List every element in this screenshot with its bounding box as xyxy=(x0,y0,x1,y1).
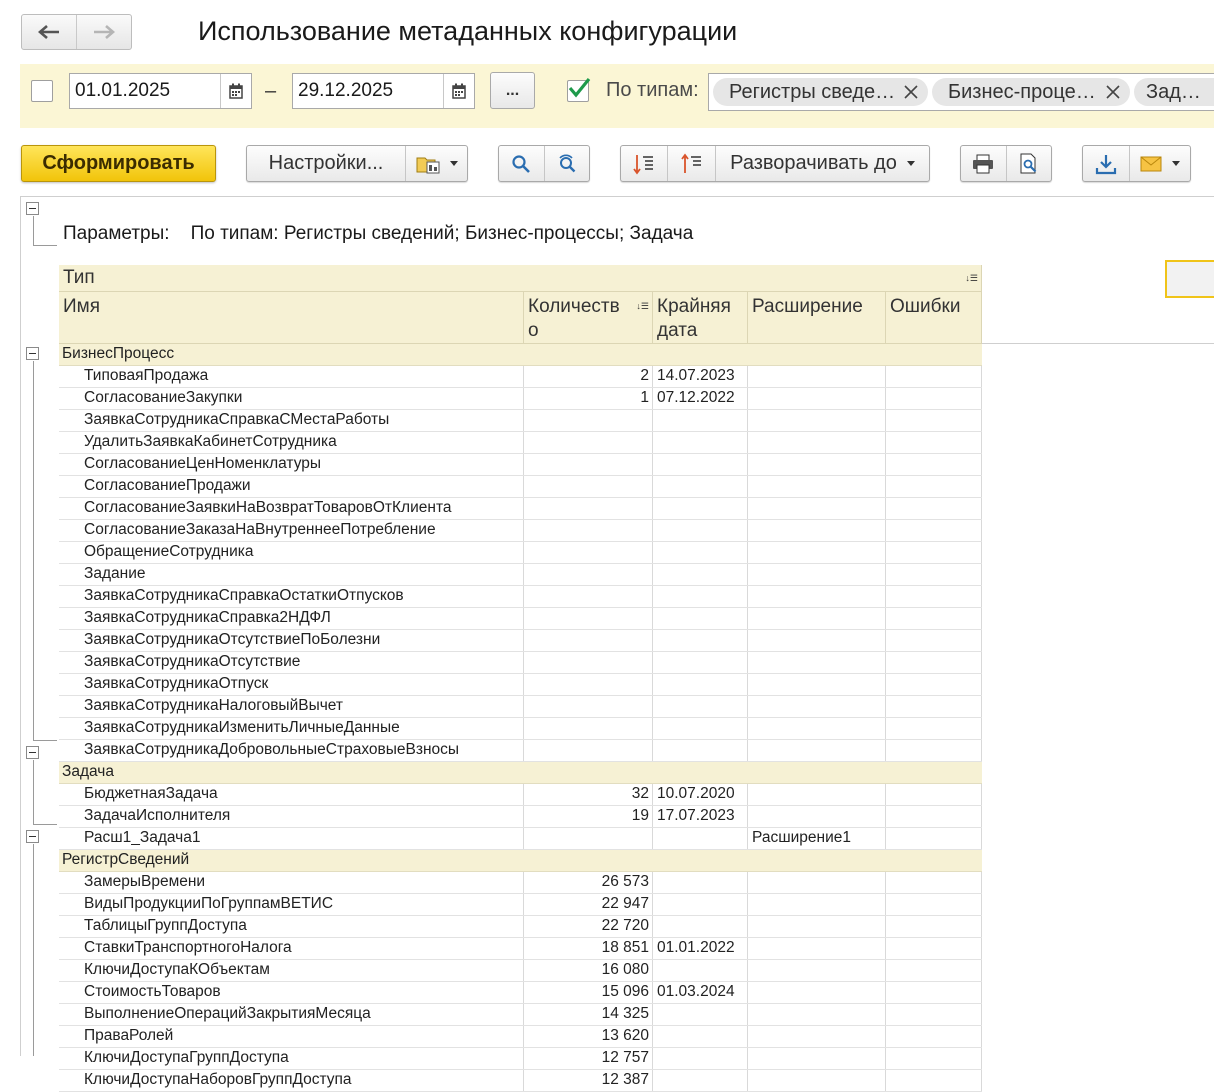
cell-last-date: 01.01.2022 xyxy=(653,938,748,959)
cell-count xyxy=(524,410,653,431)
cell-extension xyxy=(748,652,886,673)
cell-errors xyxy=(886,498,982,519)
cell-errors xyxy=(886,564,982,585)
cell-errors xyxy=(886,960,982,981)
print-preview-button[interactable] xyxy=(1006,146,1052,181)
cell-last-date xyxy=(653,608,748,629)
cell-errors xyxy=(886,784,982,805)
settings-button[interactable]: Настройки... xyxy=(268,152,384,174)
cell-last-date xyxy=(653,476,748,497)
cell-extension xyxy=(748,432,886,453)
cell-errors xyxy=(886,916,982,937)
cell-name: СогласованиеЗаказаНаВнутреннееПотребление xyxy=(59,520,524,541)
cell-extension xyxy=(748,388,886,409)
cell-name: СогласованиеПродажи xyxy=(59,476,524,497)
cell-name: УдалитьЗаявкаКабинетСотрудника xyxy=(59,432,524,453)
cell-extension xyxy=(748,740,886,761)
cell-count: 1 xyxy=(524,388,653,409)
cell-name: ЗаявкаСотрудникаИзменитьЛичныеДанные xyxy=(59,718,524,739)
cell-extension xyxy=(748,916,886,937)
cell-name: ТаблицыГруппДоступа xyxy=(59,916,524,937)
table-row[interactable] xyxy=(59,432,982,454)
cell-count xyxy=(524,718,653,739)
cell-extension xyxy=(748,1026,886,1047)
cell-last-date xyxy=(653,1004,748,1025)
column-header-name[interactable]: Имя xyxy=(59,292,524,344)
collapse-params-button[interactable] xyxy=(26,202,39,215)
checkmark-icon xyxy=(567,77,591,99)
table-row[interactable] xyxy=(59,410,982,432)
cell-last-date: 14.07.2023 xyxy=(653,366,748,387)
cell-extension xyxy=(748,630,886,651)
cell-name: КлючиДоступаКОбъектам xyxy=(59,960,524,981)
cell-extension xyxy=(748,1004,886,1025)
arrow-left-icon xyxy=(37,24,61,40)
expand-button-group xyxy=(620,145,930,182)
cell-name: ВыполнениеОперацийЗакрытияМесяца xyxy=(59,1004,524,1025)
collapse-group-button[interactable] xyxy=(26,347,39,360)
cell-count: 2 xyxy=(524,366,653,387)
cell-count: 12 757 xyxy=(524,1048,653,1069)
table-row[interactable] xyxy=(59,454,982,476)
search-button[interactable] xyxy=(499,146,544,181)
cell-name: ЗаявкаСотрудникаНалоговыйВычет xyxy=(59,696,524,717)
generate-button[interactable]: Сформировать xyxy=(21,145,216,182)
export-button-group xyxy=(1082,145,1191,182)
cell-last-date: 10.07.2020 xyxy=(653,784,748,805)
params-value: По типам: Регистры сведений; Бизнес-процессы; Задача xyxy=(190,223,694,244)
cell-count: 22 720 xyxy=(524,916,653,937)
cell-extension xyxy=(748,366,886,387)
envelope-icon xyxy=(1140,156,1162,172)
print-button[interactable] xyxy=(961,146,1006,181)
group-name: РегистрСведений xyxy=(62,851,190,868)
search-button-group xyxy=(498,145,590,182)
date-from-field[interactable] xyxy=(69,73,252,109)
cell-count: 16 080 xyxy=(524,960,653,981)
table-row[interactable] xyxy=(59,586,982,608)
table-row[interactable] xyxy=(59,982,982,1004)
column-header-last-date[interactable]: Крайняя дата xyxy=(653,292,748,344)
cell-errors xyxy=(886,872,982,893)
search-next-icon xyxy=(556,154,578,174)
cell-name: СогласованиеЗакупки xyxy=(59,388,524,409)
cell-extension xyxy=(748,454,886,475)
group-row[interactable] xyxy=(59,344,982,366)
table-row[interactable] xyxy=(59,498,982,520)
search-next-button[interactable] xyxy=(544,146,590,181)
remove-tag-icon[interactable] xyxy=(1104,82,1122,102)
table-row[interactable] xyxy=(59,630,982,652)
cell-last-date xyxy=(653,916,748,937)
sort-desc-icon: ↓☰ xyxy=(636,301,649,311)
cell-count: 13 620 xyxy=(524,1026,653,1047)
types-tag-field[interactable] xyxy=(708,73,1214,111)
outline-line xyxy=(33,216,34,246)
cell-errors xyxy=(886,1004,982,1025)
cell-last-date xyxy=(653,674,748,695)
cell-extension xyxy=(748,542,886,563)
group-row[interactable] xyxy=(59,762,982,784)
save-button[interactable] xyxy=(1083,146,1129,181)
calendar-icon xyxy=(229,83,243,99)
cell-count xyxy=(524,696,653,717)
report-parameters xyxy=(63,223,693,245)
print-button-group xyxy=(960,145,1052,182)
column-header-errors[interactable]: Ошибки xyxy=(886,292,982,344)
cell-count xyxy=(524,740,653,761)
cell-errors xyxy=(886,476,982,497)
outline-line xyxy=(33,245,57,246)
cell-count: 22 947 xyxy=(524,894,653,915)
cell-last-date xyxy=(653,498,748,519)
settings-button-group xyxy=(246,145,468,182)
send-email-button[interactable] xyxy=(1129,146,1190,181)
cell-name: ЗадачаИсполнителя xyxy=(59,806,524,827)
collapse-group-button[interactable] xyxy=(26,746,39,759)
cell-last-date xyxy=(653,542,748,563)
cell-errors xyxy=(886,982,982,1003)
cell-errors xyxy=(886,366,982,387)
cell-count xyxy=(524,828,653,849)
table-row[interactable] xyxy=(59,388,982,410)
cell-extension xyxy=(748,674,886,695)
by-types-label: По типам: xyxy=(606,79,699,101)
table-row[interactable] xyxy=(59,1026,982,1048)
cell-name: ЗаявкаСотрудникаОтсутствие xyxy=(59,652,524,673)
cell-count xyxy=(524,498,653,519)
cell-name: СогласованиеЦенНоменклатуры xyxy=(59,454,524,475)
cell-name: ЗаявкаСотрудникаДобровольныеСтраховыеВзносы xyxy=(59,740,524,761)
cell-last-date xyxy=(653,432,748,453)
cell-name: БюджетнаяЗадача xyxy=(59,784,524,805)
table-row[interactable] xyxy=(59,366,982,388)
cell-last-date xyxy=(653,718,748,739)
outline-line xyxy=(33,844,34,1056)
variants-button[interactable] xyxy=(405,146,467,181)
cell-errors xyxy=(886,454,982,475)
cell-count xyxy=(524,542,653,563)
cell-last-date xyxy=(653,1048,748,1069)
cell-errors xyxy=(886,806,982,827)
navigation-buttons xyxy=(21,14,132,50)
cell-count: 12 387 xyxy=(524,1070,653,1091)
cell-name: ЗаявкаСотрудникаОтсутствиеПоБолезни xyxy=(59,630,524,651)
group-name: Задача xyxy=(62,763,115,780)
cell-extension xyxy=(748,410,886,431)
cell-errors xyxy=(886,586,982,607)
cell-name: ПраваРолей xyxy=(59,1026,524,1047)
cell-last-date xyxy=(653,828,748,849)
cell-errors xyxy=(886,1070,982,1091)
cell-errors xyxy=(886,608,982,629)
cell-last-date xyxy=(653,410,748,431)
table-row[interactable] xyxy=(59,476,982,498)
tag-item[interactable]: Регистры сведе… xyxy=(713,78,928,106)
cell-count xyxy=(524,454,653,475)
table-row[interactable] xyxy=(59,1004,982,1026)
collapse-group-button[interactable] xyxy=(26,830,39,843)
tag-item[interactable]: Бизнес-проце… xyxy=(932,78,1130,106)
date-to-value: 29.12.2025 xyxy=(298,80,394,101)
table-row[interactable] xyxy=(59,674,982,696)
cell-count: 18 851 xyxy=(524,938,653,959)
cell-count: 26 573 xyxy=(524,872,653,893)
print-preview-icon xyxy=(1019,153,1039,175)
cell-count: 32 xyxy=(524,784,653,805)
collapse-all-button[interactable] xyxy=(667,146,715,181)
tag-item[interactable]: Зад… xyxy=(1134,78,1214,106)
group-row[interactable] xyxy=(59,850,982,872)
cell-count xyxy=(524,476,653,497)
cell-last-date xyxy=(653,960,748,981)
cell-last-date: 01.03.2024 xyxy=(653,982,748,1003)
cell-last-date xyxy=(653,652,748,673)
cell-extension xyxy=(748,608,886,629)
cell-errors xyxy=(886,432,982,453)
table-row[interactable] xyxy=(59,696,982,718)
cell-errors xyxy=(886,696,982,717)
cell-errors xyxy=(886,740,982,761)
cell-last-date: 17.07.2023 xyxy=(653,806,748,827)
cell-name: ЗаявкаСотрудникаСправкаОстаткиОтпусков xyxy=(59,586,524,607)
table-row[interactable] xyxy=(59,608,982,630)
date-to-field[interactable] xyxy=(292,73,475,109)
params-label: Параметры: xyxy=(63,223,170,244)
cell-last-date xyxy=(653,520,748,541)
cell-last-date xyxy=(653,1070,748,1091)
cell-errors xyxy=(886,718,982,739)
download-icon xyxy=(1095,153,1117,175)
cell-name: ВидыПродукцииПоГруппамВЕТИС xyxy=(59,894,524,915)
cell-name: Задание xyxy=(59,564,524,585)
cell-extension xyxy=(748,894,886,915)
arrow-right-icon xyxy=(92,24,116,40)
table-row[interactable] xyxy=(59,828,982,850)
cell-count xyxy=(524,432,653,453)
column-header-count[interactable]: Количеств о ↓☰ xyxy=(524,292,653,344)
cell-errors xyxy=(886,674,982,695)
table-row[interactable] xyxy=(59,564,982,586)
cell-name: СтоимостьТоваров xyxy=(59,982,524,1003)
cell-extension xyxy=(748,696,886,717)
table-row[interactable] xyxy=(59,652,982,674)
outline-line xyxy=(33,824,57,825)
cell-extension xyxy=(748,586,886,607)
chevron-down-icon xyxy=(907,161,915,166)
table-row[interactable] xyxy=(59,938,982,960)
cell-extension xyxy=(748,476,886,497)
cell-count: 19 xyxy=(524,806,653,827)
outline-line xyxy=(33,740,57,741)
cell-last-date xyxy=(653,894,748,915)
cell-extension xyxy=(748,872,886,893)
cell-last-date xyxy=(653,696,748,717)
cell-count xyxy=(524,674,653,695)
collapse-all-icon xyxy=(681,153,703,175)
cell-last-date xyxy=(653,740,748,761)
table-row[interactable] xyxy=(59,1070,982,1092)
cell-name: Расш1_Задача1 xyxy=(59,828,524,849)
expand-all-button[interactable] xyxy=(621,146,667,181)
cell-last-date xyxy=(653,564,748,585)
cell-extension xyxy=(748,498,886,519)
cell-count: 14 325 xyxy=(524,1004,653,1025)
cell-last-date xyxy=(653,586,748,607)
cell-count xyxy=(524,520,653,541)
table-row[interactable] xyxy=(59,740,982,762)
cell-errors xyxy=(886,828,982,849)
cell-last-date xyxy=(653,872,748,893)
cell-errors xyxy=(886,630,982,651)
table-row[interactable] xyxy=(59,894,982,916)
printer-icon xyxy=(972,154,994,174)
cell-name: ЗамерыВремени xyxy=(59,872,524,893)
table-row[interactable] xyxy=(59,520,982,542)
cell-count: 15 096 xyxy=(524,982,653,1003)
table-row[interactable] xyxy=(59,806,982,828)
table-row[interactable] xyxy=(59,718,982,740)
cell-errors xyxy=(886,938,982,959)
cell-count xyxy=(524,630,653,651)
cell-name: ЗаявкаСотрудникаСправка2НДФЛ xyxy=(59,608,524,629)
cell-last-date xyxy=(653,454,748,475)
side-panel-toggle[interactable] xyxy=(1165,260,1214,298)
cell-errors xyxy=(886,1026,982,1047)
cell-count xyxy=(524,608,653,629)
folder-variants-icon xyxy=(416,153,442,175)
header-divider xyxy=(982,343,1214,344)
search-icon xyxy=(511,154,531,174)
column-header-extension[interactable]: Расширение xyxy=(748,292,886,344)
sort-icon: ↓☰ xyxy=(965,273,978,283)
cell-extension: Расширение1 xyxy=(748,828,886,849)
back-button[interactable] xyxy=(22,15,76,49)
cell-errors xyxy=(886,410,982,431)
table-row[interactable] xyxy=(59,784,982,806)
cell-errors xyxy=(886,1048,982,1069)
date-from-value: 01.01.2025 xyxy=(75,80,171,101)
group-name: БизнесПроцесс xyxy=(62,345,175,362)
cell-errors xyxy=(886,894,982,915)
calendar-icon xyxy=(452,83,466,99)
cell-extension xyxy=(748,784,886,805)
cell-last-date xyxy=(653,630,748,651)
cell-extension xyxy=(748,564,886,585)
cell-count xyxy=(524,586,653,607)
cell-errors xyxy=(886,520,982,541)
cell-name: ЗаявкаСотрудникаСправкаСМестаРаботы xyxy=(59,410,524,431)
chevron-down-icon xyxy=(450,161,458,166)
select-period-button[interactable]: ... xyxy=(490,72,535,109)
cell-name: КлючиДоступаНаборовГруппДоступа xyxy=(59,1070,524,1091)
table-row[interactable] xyxy=(59,960,982,982)
cell-count xyxy=(524,652,653,673)
cell-extension xyxy=(748,806,886,827)
expand-all-icon xyxy=(633,153,655,175)
cell-extension xyxy=(748,960,886,981)
table-row[interactable] xyxy=(59,916,982,938)
page-title: Использование метаданных конфигурации xyxy=(198,16,738,46)
date-separator: – xyxy=(265,80,277,102)
outline-line xyxy=(33,760,34,825)
chevron-down-icon xyxy=(1172,161,1180,166)
table-row[interactable] xyxy=(59,872,982,894)
outline-line xyxy=(33,361,34,741)
cell-last-date: 07.12.2022 xyxy=(653,388,748,409)
table-row[interactable] xyxy=(59,542,982,564)
cell-name: ОбращениеСотрудника xyxy=(59,542,524,563)
cell-name: ТиповаяПродажа xyxy=(59,366,524,387)
cell-extension xyxy=(748,520,886,541)
calendar-button[interactable] xyxy=(443,74,474,108)
period-checkbox[interactable] xyxy=(31,80,53,102)
cell-name: КлючиДоступаГруппДоступа xyxy=(59,1048,524,1069)
cell-extension xyxy=(748,982,886,1003)
cell-extension xyxy=(748,718,886,739)
expand-to-dropdown[interactable]: Разворачивать до xyxy=(715,146,929,181)
report-table xyxy=(59,344,982,1092)
column-header-type[interactable]: Тип ↓☰ xyxy=(59,265,982,292)
by-types-checkbox[interactable] xyxy=(567,80,589,102)
cell-name: СогласованиеЗаявкиНаВозвратТоваровОтКлиента xyxy=(59,498,524,519)
cell-extension xyxy=(748,938,886,959)
remove-tag-icon[interactable] xyxy=(902,82,920,102)
cell-count xyxy=(524,564,653,585)
calendar-button[interactable] xyxy=(220,74,251,108)
cell-errors xyxy=(886,542,982,563)
cell-name: СтавкиТранспортногоНалога xyxy=(59,938,524,959)
table-row[interactable] xyxy=(59,1048,982,1070)
forward-button[interactable] xyxy=(76,15,131,49)
cell-last-date xyxy=(653,1026,748,1047)
cell-errors xyxy=(886,652,982,673)
cell-errors xyxy=(886,388,982,409)
cell-extension xyxy=(748,1070,886,1091)
cell-name: ЗаявкаСотрудникаОтпуск xyxy=(59,674,524,695)
cell-extension xyxy=(748,1048,886,1069)
